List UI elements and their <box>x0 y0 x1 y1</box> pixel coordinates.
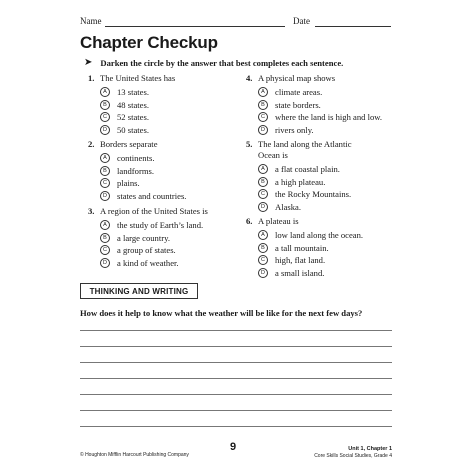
question-stem <box>246 216 416 227</box>
answer-option[interactable] <box>100 219 248 232</box>
question-stem <box>88 73 248 84</box>
answer-text: states and countries. <box>117 190 187 201</box>
answer-text: landforms. <box>117 165 154 176</box>
answer-bubble[interactable]: B <box>100 166 110 176</box>
instruction-text: Darken the circle by the answer that best completes each sentence. <box>100 57 344 68</box>
writing-line[interactable] <box>80 426 392 427</box>
question-text: A physical map shows <box>258 73 336 83</box>
answer-text: plains. <box>117 178 140 189</box>
arrow-right-icon: ➤ <box>84 57 93 68</box>
answer-text: a small island. <box>275 267 325 278</box>
answer-bubble[interactable]: D <box>100 258 110 268</box>
answer-text: rivers only. <box>275 124 314 135</box>
answer-text: the Rocky Mountains. <box>275 189 352 200</box>
question-text: Ocean is <box>258 150 288 160</box>
date-label: Date <box>293 16 310 26</box>
answer-bubble[interactable]: C <box>258 189 268 199</box>
answer-bubble[interactable]: B <box>258 243 268 253</box>
question-4 <box>246 73 416 136</box>
answer-option[interactable] <box>100 177 248 190</box>
answer-option[interactable] <box>100 257 248 270</box>
question-number <box>246 150 258 161</box>
answer-text: a flat coastal plain. <box>275 164 340 175</box>
answer-bubble[interactable]: C <box>100 178 110 188</box>
answer-bubble[interactable]: C <box>100 112 110 122</box>
thinking-writing-question: How does it help to know what the weather will be like for the next few days? <box>80 308 363 318</box>
question-3 <box>88 206 248 269</box>
answer-text: the study of Earth’s land. <box>117 220 204 231</box>
answer-text: climate areas. <box>275 87 323 98</box>
answer-option[interactable] <box>258 254 416 267</box>
writing-line[interactable] <box>80 394 392 395</box>
name-label: Name <box>80 16 102 26</box>
answer-option[interactable] <box>100 190 248 203</box>
question-text: A plateau is <box>258 216 299 226</box>
answer-bubble[interactable]: A <box>258 87 268 97</box>
date-line[interactable] <box>315 26 391 27</box>
answer-bubble[interactable]: C <box>100 245 110 255</box>
answer-option[interactable] <box>100 111 248 124</box>
answer-bubble[interactable]: B <box>100 233 110 243</box>
answer-option[interactable] <box>100 99 248 112</box>
question-stem <box>246 139 416 150</box>
question-number: 4. <box>246 73 253 83</box>
answer-bubble[interactable]: D <box>100 191 110 201</box>
question-text: A region of the United States is <box>100 206 208 216</box>
page-number: 9 <box>230 441 237 453</box>
answer-option[interactable] <box>100 86 248 99</box>
writing-line[interactable] <box>80 410 392 411</box>
question-stem <box>88 139 248 150</box>
answer-text: state borders. <box>275 99 321 110</box>
question-number: 2. <box>88 139 95 149</box>
answer-text: high, flat land. <box>275 255 326 266</box>
answer-text: continents. <box>117 153 155 164</box>
page-title: Chapter Checkup <box>80 33 218 52</box>
answer-bubble[interactable]: A <box>258 164 268 174</box>
answer-text: 52 states. <box>117 112 149 123</box>
question-text: Borders separate <box>100 139 158 149</box>
footer-course: Core Skills Social Studies, Grade 4 <box>314 453 392 459</box>
answer-option[interactable] <box>258 201 416 214</box>
answer-bubble[interactable]: C <box>258 112 268 122</box>
answer-option[interactable] <box>100 124 248 137</box>
answer-text: low land along the ocean. <box>275 230 364 241</box>
answer-text: a tall mountain. <box>275 242 329 253</box>
answer-bubble[interactable]: A <box>100 87 110 97</box>
question-1 <box>88 73 248 136</box>
answer-bubble[interactable]: C <box>258 255 268 265</box>
name-line[interactable] <box>105 26 285 27</box>
answer-bubble[interactable]: B <box>258 177 268 187</box>
answer-bubble[interactable]: D <box>100 125 110 135</box>
answer-bubble[interactable]: D <box>258 125 268 135</box>
writing-line[interactable] <box>80 378 392 379</box>
answer-option[interactable] <box>258 188 416 201</box>
answer-text: 13 states. <box>117 87 149 98</box>
question-2 <box>88 139 248 202</box>
answer-option[interactable] <box>100 244 248 257</box>
instruction <box>84 57 343 68</box>
answer-option[interactable] <box>258 163 416 176</box>
answer-option[interactable] <box>258 111 416 124</box>
answer-text: a high plateau. <box>275 176 326 187</box>
question-number: 1. <box>88 73 95 83</box>
question-stem <box>88 206 248 217</box>
question-number: 6. <box>246 216 253 226</box>
answer-text: 50 states. <box>117 124 149 135</box>
footer-unit: Unit 1, Chapter 1 <box>348 446 392 452</box>
answer-bubble[interactable]: A <box>258 230 268 240</box>
answer-text: 48 states. <box>117 99 149 110</box>
answer-bubble[interactable]: D <box>258 268 268 278</box>
question-5 <box>246 139 416 213</box>
answer-option[interactable] <box>258 86 416 99</box>
answer-text: Alaska. <box>275 201 302 212</box>
question-6 <box>246 216 416 279</box>
question-number: 5. <box>246 139 253 149</box>
answer-text: a kind of weather. <box>117 257 179 268</box>
answer-option[interactable] <box>100 232 248 245</box>
answer-text: a group of states. <box>117 245 176 256</box>
writing-line[interactable] <box>80 362 392 363</box>
answer-bubble[interactable]: A <box>100 220 110 230</box>
answer-option[interactable] <box>258 176 416 189</box>
answer-option[interactable] <box>258 242 416 255</box>
thinking-writing-label: THINKING AND WRITING <box>80 283 198 299</box>
question-stem <box>246 73 416 84</box>
answer-bubble[interactable]: B <box>258 100 268 110</box>
answer-option[interactable] <box>258 267 416 280</box>
footer-info <box>314 446 392 460</box>
answer-text: a large country. <box>117 232 170 243</box>
answer-bubble[interactable]: A <box>100 153 110 163</box>
answer-option[interactable] <box>258 229 416 242</box>
question-text: The United States has <box>100 73 176 83</box>
answer-option[interactable] <box>258 124 416 137</box>
answer-option[interactable] <box>100 165 248 178</box>
answer-option[interactable] <box>100 152 248 165</box>
answer-option[interactable] <box>258 99 416 112</box>
answer-bubble[interactable]: B <box>100 100 110 110</box>
writing-line[interactable] <box>80 330 392 331</box>
question-number: 3. <box>88 206 95 216</box>
answer-text: where the land is high and low. <box>275 112 383 123</box>
copyright: © Houghton Mifflin Harcourt Publishing Company <box>80 452 189 458</box>
writing-line[interactable] <box>80 346 392 347</box>
question-stem <box>246 150 416 161</box>
question-text: The land along the Atlantic <box>258 139 352 149</box>
answer-bubble[interactable]: D <box>258 202 268 212</box>
